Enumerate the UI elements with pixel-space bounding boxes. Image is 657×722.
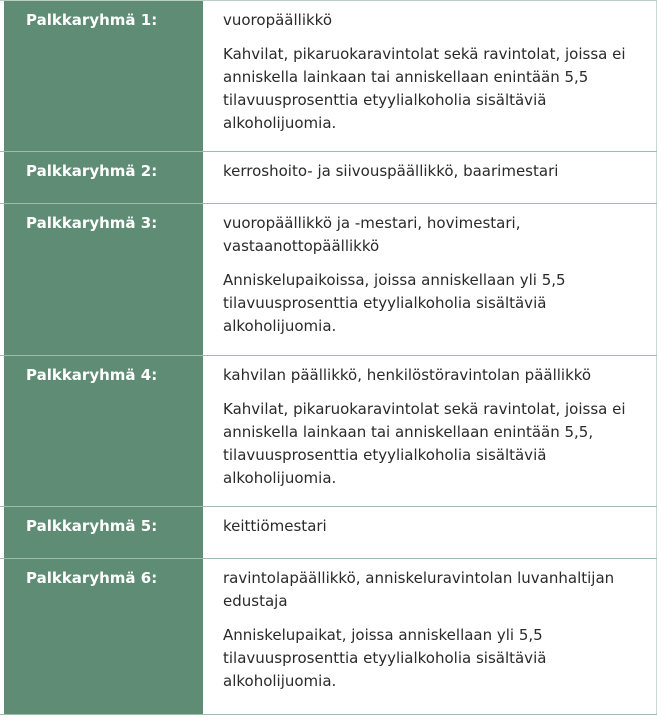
pay-group-row-3 xyxy=(0,204,657,356)
venue-description: Kahvilat, pikaruokaravintolat sekä ravintolat, joissa ei anniskella lainkaan tai anniskellaan enintään 5,5 tilavuusprosenttia etyylialkoholia sisältäviä alkoholijuomia. xyxy=(223,45,626,132)
pay-group-content xyxy=(203,204,657,355)
pay-group-content xyxy=(203,559,657,714)
pay-group-label: Palkkaryhmä 2: xyxy=(0,152,203,203)
pay-group-label: Palkkaryhmä 1: xyxy=(0,1,203,151)
venue-description: Anniskelupaikat, joissa anniskellaan yli 5,5 tilavuusprosenttia etyylialkoholia sisältäviä alkoholijuomia. xyxy=(223,626,547,690)
pay-group-label: Palkkaryhmä 4: xyxy=(0,356,203,506)
pay-group-content xyxy=(203,1,657,151)
job-titles: vuoropäällikkö xyxy=(223,11,332,29)
job-titles: ravintolapäällikkö, anniskeluravintolan luvanhaltijan edustaja xyxy=(223,569,615,610)
job-titles: kahvilan päällikkö, henkilöstöravintolan päällikkö xyxy=(223,366,592,384)
pay-group-row-1 xyxy=(0,1,657,152)
pay-group-row-2 xyxy=(0,152,657,204)
pay-group-content xyxy=(203,356,657,506)
job-titles: vuoropäällikkö ja -mestari, hovimestari, vastaanottopäällikkö xyxy=(223,214,521,255)
pay-group-label: Palkkaryhmä 6: xyxy=(0,559,203,714)
pay-group-label: Palkkaryhmä 5: xyxy=(0,507,203,558)
pay-group-row-6 xyxy=(0,559,657,715)
pay-group-content xyxy=(203,152,657,203)
pay-group-label: Palkkaryhmä 3: xyxy=(0,204,203,355)
pay-group-row-5 xyxy=(0,507,657,559)
pay-group-content xyxy=(203,507,657,558)
venue-description: Kahvilat, pikaruokaravintolat sekä ravintolat, joissa ei anniskella lainkaan tai anniskellaan enintään 5,5, tilavuusprosenttia etyylialkoholia sisältäviä alkoholijuomia. xyxy=(223,400,626,487)
job-titles: keittiömestari xyxy=(223,517,327,535)
pay-group-row-4 xyxy=(0,356,657,507)
job-titles: kerroshoito- ja siivouspäällikkö, baarimestari xyxy=(223,162,559,180)
venue-description: Anniskelupaikoissa, joissa anniskellaan yli 5,5 tilavuusprosenttia etyylialkoholia sisältäviä alkoholijuomia. xyxy=(223,271,566,335)
